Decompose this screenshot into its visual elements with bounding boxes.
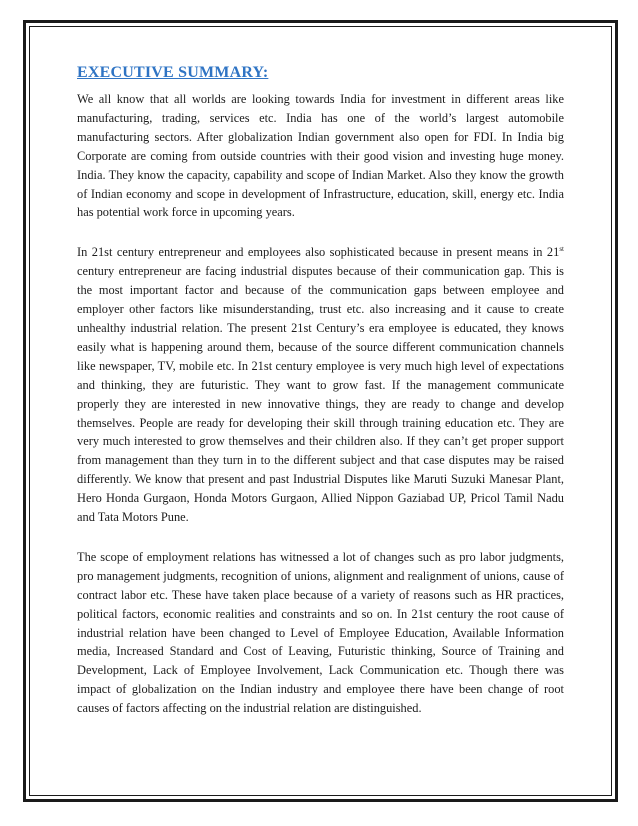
paragraph-21st-century [77, 243, 564, 527]
paragraph-scope: The scope of employment relations has witnessed a lot of changes such as pro labor judgments, pro management judgments, recognition of unions, alignment and realignment of unions, cause of contract labor etc. These have taken place because of a variety of reasons such as HR practices, political factors, economic realities and constraints and so on. In 21st century the root cause of industrial relation have been changed to Level of Employee Education, Available Information media, Increased Standard and Cost of Leaving, Futuristic thinking, Source of Training and Development, Lack of Employee Involvement, Lack Communication etc. Though there was impact of globalization on the Indian industry and employee there have been change of root causes of factors affecting on the industrial relation are distinguished. [77, 549, 564, 716]
paragraph-21st-century-start: In 21st century entrepreneur and employees also sophisticated because in present means in 21 [77, 245, 560, 260]
document-body [77, 64, 564, 739]
ordinal-superscript: st [559, 245, 564, 254]
paragraph-intro: We all know that all worlds are looking towards India for investment in different areas like manufacturing, trading, services etc. India has one of the world’s largest automobile manufacturing sectors. After globalization Indian government also open for FDI. In India big Corporate are coming from outside countries with their good vision and investing huge money. India. They know the capacity, capability and scope of Indian Market. Also they know the growth of Indian economy and scope in development of Infrastructure, education, skill, energy etc. India has potential work force in upcoming years. [77, 92, 564, 220]
section-heading: EXECUTIVE SUMMARY: [77, 64, 269, 81]
paragraph-21st-century-rest: century entrepreneur are facing industrial disputes because of their communication gap. This is the most important factor and because of the communication gaps between employee and employer other factors like misunderstanding, trust etc. also increasing and it cause to create unhealthy industrial relation. The present 21st Century’s era employee is educated, they knows easily what is happening around them, because of the source different communication channels like newspaper, TV, mobile etc. In 21st century employee is very much high level of expectations and thinking, they are futuristic. They want to grow fast. If the management communicate properly they are interested in new innovative things, they are ready to change and develop themselves. People are ready for developing their skill through training education etc. They are very much interested to grow themselves and their children also. If they can’t get proper support from management than they turn in to the different subject and that case disputes may be raised differently. We know that present and past Industrial Disputes like Maruti Suzuki Manesar Plant, Hero Honda Gurgaon, Honda Motors Gurgaon, Allied Nippon Gaziabad UP, Pricol Tamil Nadu and Tata Motors Pune. [77, 264, 564, 525]
